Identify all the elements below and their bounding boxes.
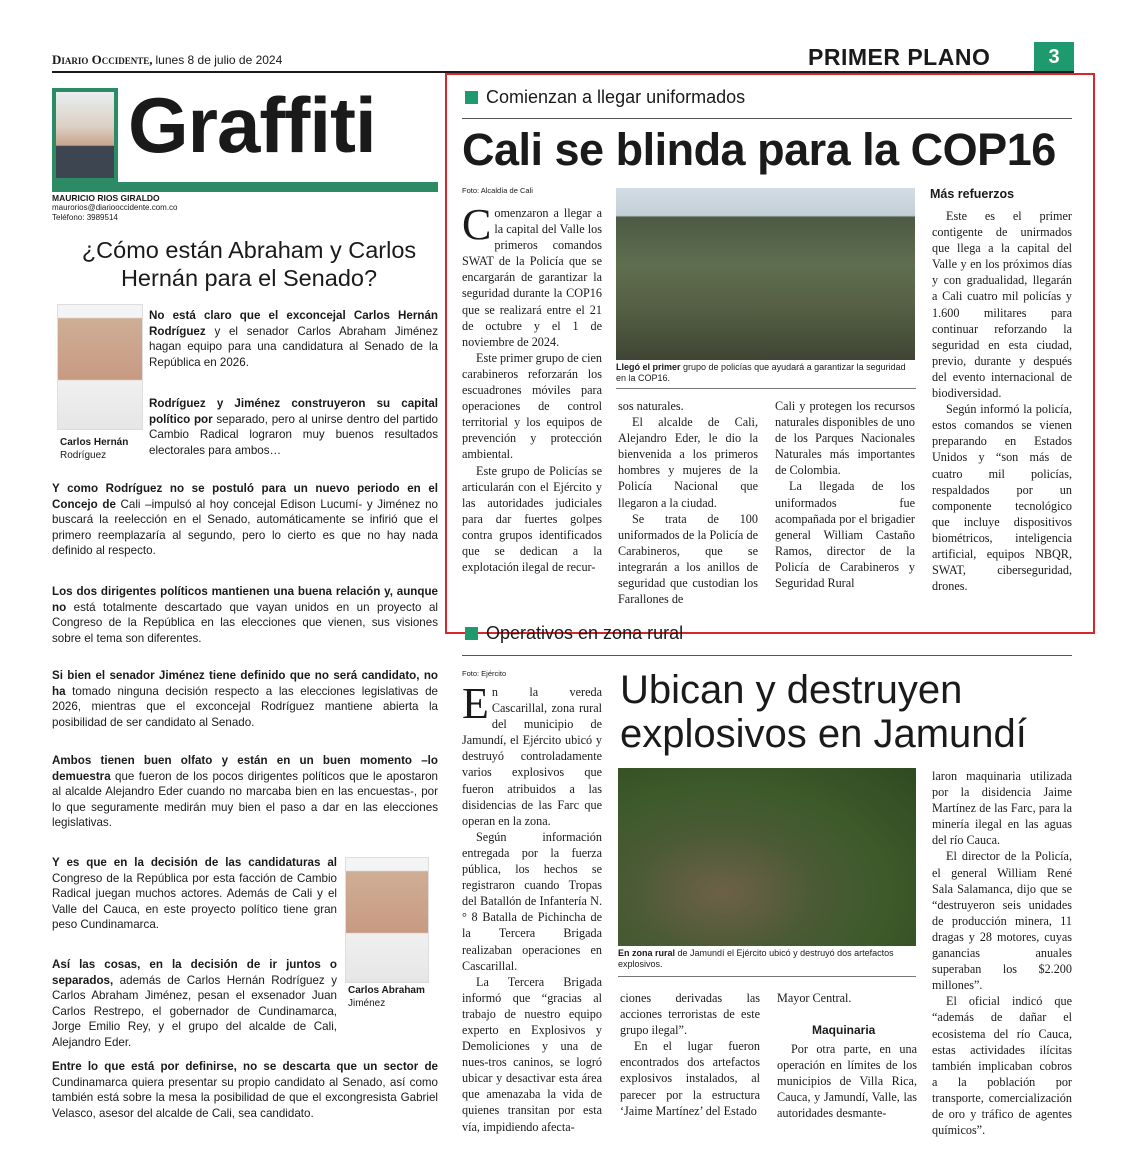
kicker-square-icon xyxy=(465,91,478,104)
article2-photo xyxy=(618,768,916,946)
column-paragraph: Ambos tienen buen olfato y están en un buen momento –lo demuestra que fueron de los pocos dirigentes políticos que le apostaron al alcalde Alejandro Eder cuando no marcaba bien en las encuestas-, por lo que seguramente medirán muy bien el paso a dar en las elecciones legislativas. xyxy=(52,754,438,830)
article2-subhead: Maquinaria xyxy=(812,1023,876,1037)
column-paragraph: No está claro que el exconcejal Carlos Hernán Rodríguez y el senador Carlos Abraham Jiménez hagan equipo para una candidatura al Senado de la República en 2026. xyxy=(149,309,438,369)
article1-photo-credit: Foto: Alcaldía de Cali xyxy=(462,186,533,195)
caption-name: Carlos Hernán xyxy=(60,437,129,448)
issue-date: lunes 8 de julio de 2024 xyxy=(155,53,283,67)
column-paragraph: Así las cosas, en la decisión de ir juntos o separados, además de Carlos Hernán Rodríguez y Carlos Abraham Jiménez, pesan el exsenador Juan Carlos Restrepo, el gobernador de Cundinamarca, Jorge Emilio Rey, y el grupo del alcalde de Cali, Alejandro Eder. xyxy=(52,958,337,1049)
kicker-square-icon xyxy=(465,627,478,640)
article2-headline: Ubican y destruyen explosivos en Jamundí xyxy=(620,668,1027,756)
page-number: 3 xyxy=(1034,42,1074,72)
column-paragraph: Entre lo que está por definirse, no se descarta que un sector de Cundinamarca quiera presentar su propio candidato al Senado, así como también está sobre la mesa la posibilidad de que el excongresista Gabriel Velasco, asesor del alcalde de Cali, sea candidato. xyxy=(52,1060,438,1120)
drop-cap: E xyxy=(462,679,489,728)
masthead xyxy=(52,52,282,68)
photo-carlos-abraham xyxy=(345,857,429,983)
columnist-photo xyxy=(52,88,118,182)
column-question: ¿Cómo están Abraham y Carlos Hernán para el Senado? xyxy=(81,237,417,291)
caption-name: Carlos Abraham xyxy=(348,985,425,996)
author-name: MAURICIO RIOS GIRALDO xyxy=(52,193,160,203)
kicker-rule xyxy=(462,118,1072,119)
column-paragraph: Rodríguez y Jiménez construyeron su capital político por separado, pero al unirse dentro del partido Cambio Radical lograron muy buenos resultados electorales para ambos… xyxy=(149,397,438,457)
article2-column-2: ciones derivadas las acciones terroristas de este grupo ilegal”. En el lugar fueron encontrados dos artefactos explosivos instalados, al parecer por la estructura ‘Jaime Martínez’ del Estado xyxy=(620,991,760,1118)
column-paragraph: Y como Rodríguez no se postuló para un nuevo periodo en el Concejo de Cali –impulsó al hoy concejal Edison Lucumí- y Jiménez no buscará la reelección en el Senado, automáticamente se infirió que el primero reemplazaría al segundo, pero lo cierto es que no hay nada definido al respecto. xyxy=(52,482,438,558)
article2-photo-credit: Foto: Ejército xyxy=(462,669,507,678)
article2-column-1: En la vereda Cascarillal, zona rural del municipio de Jamundí, el Ejército ubicó y destruyó controladamente varios explosivos que fueron atribuidos a las disidencias de las Farc que operan en la zona. Según información entregada por la fuerza pública, los hechos se registraron cuando Tropas del Batallón de Infantería N.° 8 Batalla de Pichincha de la Tercera Brigada realizaban operaciones en Cascarillal. La Tercera Brigada informó que “gracias al trabajo de nuestro equipo experto en Explosivos y Demoliciones y una de nues-tros caninos, se logró ubicar y desactivar esta área que amenazaba la vida de quienes transitan por esta vía, impidiendo afecta- xyxy=(462,679,602,1134)
article1-subhead: Más refuerzos xyxy=(930,187,1015,201)
caption-carlos-abraham xyxy=(348,984,425,1010)
article2-column-3-top: Mayor Central. xyxy=(777,991,852,1005)
article1-headline: Cali se blinda para la COP16 xyxy=(462,124,1056,175)
caption-rule xyxy=(618,976,916,977)
article1-photo xyxy=(616,188,915,360)
photo-carlos-hernan xyxy=(57,304,143,430)
column-paragraph: Los dos dirigentes políticos mantienen una buena relación y, aunque no está totalmente descartado que vayan unidos en un proyecto al Congreso de la República en las elecciones que vienen, sus visiones sobre el tema son diferentes. xyxy=(52,585,438,645)
column-paragraph: Y es que en la decisión de las candidaturas al Congreso de la República por esta facción de Cambio Radical juegan muchos actores. Además de Cali y el Valle del Cauca, en este proyecto político tiene gran peso Cundinamarca. xyxy=(52,856,337,932)
caption-surname: Rodríguez xyxy=(60,450,107,461)
newspaper-name: Diario Occidente, xyxy=(52,52,153,67)
author-block xyxy=(52,193,178,223)
article1-caption: Llegó el primer grupo de policías que ayudará a garantizar la seguridad en la COP16. xyxy=(616,362,906,383)
article2-caption: En zona rural de Jamundí el Ejército ubicó y destruyó dos artefactos explosivos. xyxy=(618,948,894,969)
column-paragraph: Si bien el senador Jiménez tiene definido que no será candidato, no ha tomado ninguna decisión respecto a las elecciones legislativas de 2026, mientras que el exconcejal Rodríguez mantiene abierta la posibilidad de ser candidato al Senado. xyxy=(52,669,438,729)
article1-column-3: Cali y protegen los recursos naturales disponibles de uno de los Parques Nacionales Naturales más importantes de Colombia. La llegada de los uniformados fue acompañada por el brigadier general William Castaño Ramos, director de la Policía de Carabineros y Seguridad Rural xyxy=(775,399,915,591)
article2-column-4: laron maquinaria utilizada por la disidencia Jaime Martínez de las Farc, para la minería ilegal en las aguas del río Cauca. El director de la Policía, el general William René Sala Salamanca, dijo que se “destruyeron seis unidades de producción minera, 11 dragas y 28 motores, cuyas ganancias anuales superaban los $2.200 millones”. El oficial indicó que “además de dañar el ecosistema del río Cauca, estas actividades ilícitas también implicaban cobros a la población por transporte, comercialización de oro y tráfico de agentes químicos”. xyxy=(932,769,1072,1138)
author-email: maurorios@diariooccidente.com.co xyxy=(52,203,178,212)
caption-surname: Jiménez xyxy=(348,998,386,1009)
caption-rule xyxy=(616,388,916,389)
article1-kicker: Comienzan a llegar uniformados xyxy=(465,87,745,108)
article1-column-4: Este es el primer contigente de unirmados que llega a la capital del Valle y en los próximos días y con gradualidad, llegarán a Cali cuatro mil policías y 1.600 militares para continuar reforzando la seguridad en esta ciudad, previo, durante y después del evento internacional de biodiversidad. Según informó la policía, estos comandos se vienen preparando en Estados Unidos y “son más de cuatro mil policías, respaldados por un componente tecnológico que incluye dispositivos biométricos, inteligencia artificial, equipos NBQR, SWAT, ciberseguridad, drones. xyxy=(932,209,1072,594)
drop-cap: C xyxy=(462,200,492,249)
article2-column-3: Por otra parte, en una operación en límites de los municipios de Villa Rica, Cauca, y Jamundí, Valle, las autoridades desmante- xyxy=(777,1042,917,1121)
section-title: PRIMER PLANO xyxy=(808,44,991,70)
article1-column-2: sos naturales. El alcalde de Cali, Alejandro Eder, le dio la bienvenida a los primeros hombres y mujeres de la Policía Nacional que llegaron a la ciudad. Se trata de 100 uniformados de la Policía de Carabineros, que se integrarán a los anillos de seguridad que custodian los Farallones de xyxy=(618,399,758,607)
article1-column-1: Comenzaron a llegar a la capital del Valle los primeros comandos SWAT de la Policía que se encargarán de garantizar la seguridad durante la COP16 que se realizará entre el 21 de octubre y el 1 de noviembre de 2024. Este primer grupo de cien carabineros reforzarán los escuadrones móviles para operaciones de control territorial y los equipos de prevención y protección ambiental. Este grupo de Policías se articularán con el Ejército y las autoridades judiciales para dar fuertes golpes contra grupos identificados que se dedican a la explotación ilegal de recur- xyxy=(462,200,602,575)
column-title-rule xyxy=(52,182,438,192)
column-title: Graffiti xyxy=(128,81,376,169)
author-phone: Teléfono: 3989514 xyxy=(52,213,118,222)
kicker-rule xyxy=(462,655,1072,656)
article2-kicker: Operativos en zona rural xyxy=(465,623,683,644)
caption-carlos-hernan xyxy=(60,436,128,462)
